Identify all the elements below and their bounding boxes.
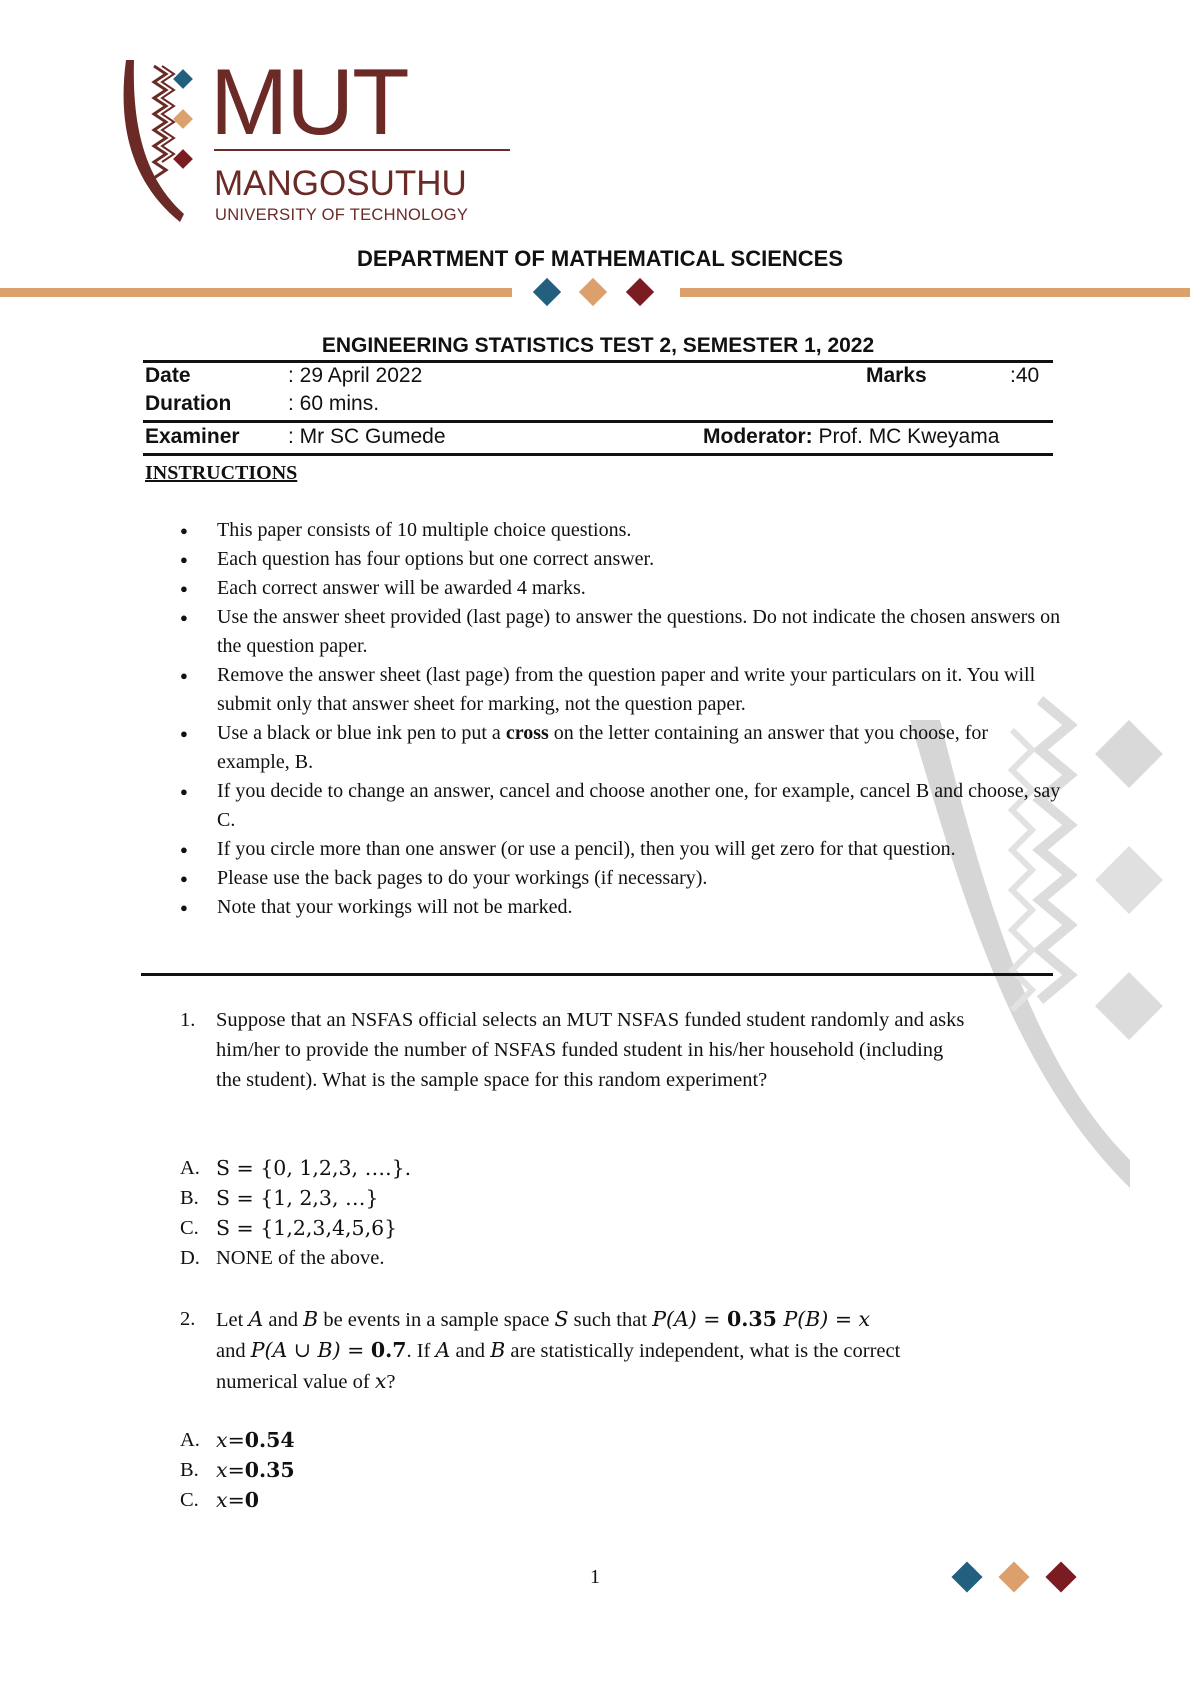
mut-logo: [118, 60, 518, 230]
moderator-label: Moderator:: [703, 425, 813, 448]
list-item: ● Use a black or blue ink pen to put a cross on the letter containing an answer that you choose, for example, B.: [175, 719, 1065, 777]
question-2-options: [180, 1425, 295, 1515]
logo-mark: MUT: [210, 60, 408, 154]
date-label: Date: [145, 364, 191, 387]
list-item: ● This paper consists of 10 multiple choice questions.: [175, 516, 1065, 545]
question-text: Suppose that an NSFAS official selects an MUT NSFAS funded student randomly and asks him/her to provide the number of NSFAS funded student in his/her household (including the student). What is the sample space for this random experiment?: [216, 1009, 965, 1091]
list-item: ● Note that your workings will not be marked.: [175, 893, 1065, 922]
option-c: C. x = 0: [180, 1488, 260, 1512]
list-item: ● Please use the back pages to do your workings (if necessary).: [175, 864, 1065, 893]
option-c: C. S = {1,2,3,4,5,6}: [180, 1216, 398, 1240]
option-b: B. x = 0.35: [180, 1458, 295, 1482]
option-d: D. NONE of the above.: [180, 1247, 385, 1269]
department-title: DEPARTMENT OF MATHEMATICAL SCIENCES: [356, 246, 844, 271]
divider-bar-right: [680, 288, 1190, 297]
moderator-value: Prof. MC Kweyama: [812, 425, 1000, 448]
logo-subtitle: UNIVERSITY OF TECHNOLOGY: [215, 206, 469, 224]
list-item: ● Each question has four options but one correct answer.: [175, 545, 1065, 574]
question-number: 1.: [180, 1009, 196, 1031]
footer-diamond-blue-icon: [951, 1561, 982, 1592]
test-title: ENGINEERING STATISTICS TEST 2, SEMESTER 1, 2022: [321, 334, 875, 357]
instructions-list: [175, 516, 1065, 922]
rule: [143, 420, 1053, 423]
option-b: B. S = {1, 2,3, …}: [180, 1186, 379, 1210]
duration-label: Duration: [145, 392, 232, 415]
list-item: ● Each correct answer will be awarded 4 marks.: [175, 574, 1065, 603]
footer-diamond-tan-icon: [998, 1561, 1029, 1592]
list-item: ● If you decide to change an answer, cancel and choose another one, for example, cancel B and choose, say C.: [175, 777, 1065, 835]
diamond-blue-icon: [533, 278, 561, 306]
diamond-tan-icon: [579, 278, 607, 306]
option-a: A. x = 0.54: [180, 1428, 295, 1452]
examiner-value: : Mr SC Gumede: [288, 425, 446, 448]
divider-bar-left: [0, 288, 512, 297]
option-a: A. S = {0, 1,2,3, ….}.: [180, 1156, 412, 1180]
section-rule: [141, 973, 1053, 976]
rule: [143, 360, 1053, 363]
diamond-maroon-icon: [626, 278, 654, 306]
question-1-options: [180, 1153, 411, 1273]
page-number: 1: [590, 1566, 600, 1588]
logo-name: MANGOSUTHU: [214, 164, 467, 203]
question-text: Let A and B be events in a sample space S such that P(A) = 0.35 P(B) = x and P(A ∪ B) = 0.7. If A and B are statistically independent, what is the correct numerical value of x?: [216, 1307, 901, 1393]
footer-diamond-maroon-icon: [1045, 1561, 1076, 1592]
question-2: [180, 1304, 970, 1397]
question-1: [180, 1005, 970, 1095]
duration-value: : 60 mins.: [288, 392, 380, 415]
date-value: : 29 April 2022: [288, 364, 423, 387]
marks-value: :40: [1010, 364, 1040, 387]
list-item: ● Use the answer sheet provided (last page) to answer the questions. Do not indicate the chosen answers on the question paper.: [175, 603, 1065, 661]
rule: [143, 453, 1053, 456]
marks-label: Marks: [866, 364, 927, 387]
list-item: ● Remove the answer sheet (last page) from the question paper and write your particulars on it. You will submit only that answer sheet for marking, not the question paper.: [175, 661, 1065, 719]
list-item: ● If you circle more than one answer (or use a pencil), then you will get zero for that question.: [175, 835, 1065, 864]
examiner-label: Examiner: [145, 425, 240, 448]
question-number: 2.: [180, 1308, 196, 1330]
instructions-heading: INSTRUCTIONS: [145, 462, 298, 484]
